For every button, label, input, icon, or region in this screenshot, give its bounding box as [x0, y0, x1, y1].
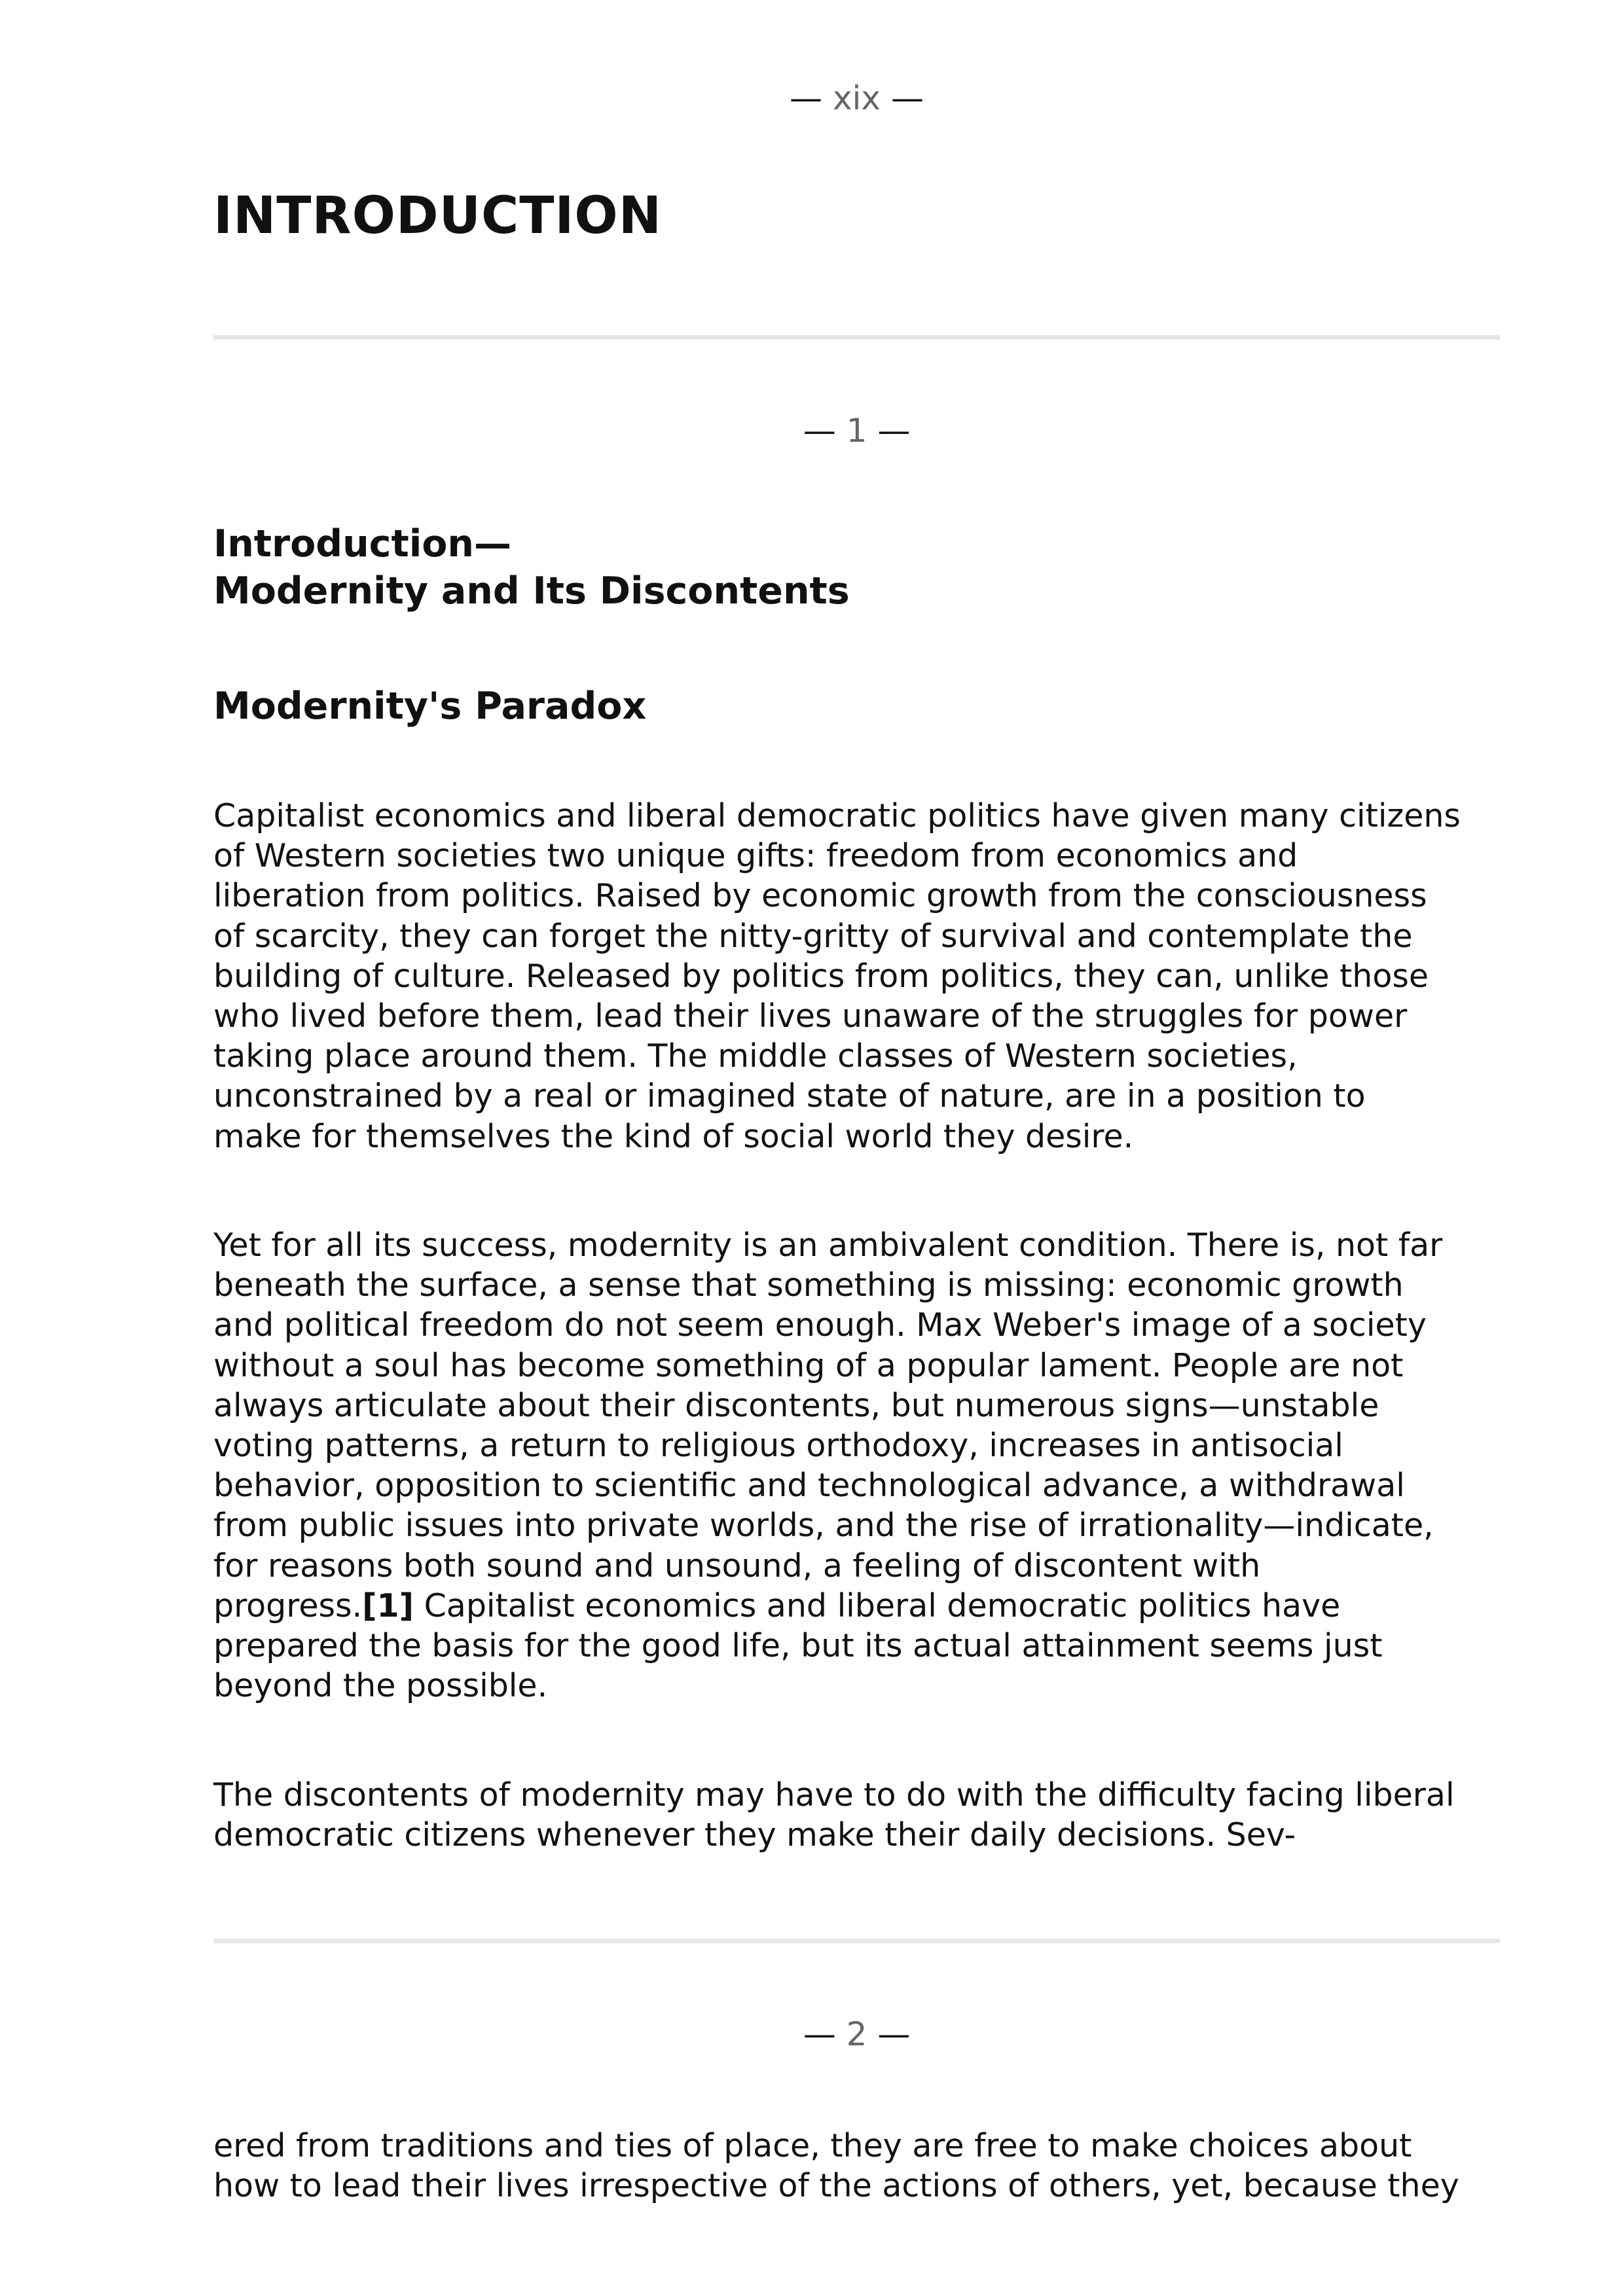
page-number-1: — 1 — [803, 412, 911, 450]
page-number-roman: — xix — [790, 79, 924, 117]
main-title: INTRODUCTION [213, 187, 663, 245]
chapter-title-line2: Modernity and Its Discontents [213, 569, 850, 613]
paragraph-2: Yet for all its success, modernity is an ambivalent condition. There is, not far beneath the surface, a sense that something is missing: economic growth and political freedom do not seem enough. Max Weber's image of a society without a soul has become something of a popular lament. People are not always articulate about their discontents, but numerous signs—unstable voting patterns, a return to religious orthodoxy, increases in antisocial behavior, opposition to scientific and technological advance, a withdrawal from public issues into private worlds, and the rise of irrationality—indicate, for reasons both sound and unsound, a feeling of discontent with progress.[1] Capitalist economics and liberal democratic politics have prepared the basis for the good life, but its actual attainment seems just beyond the possible. [213, 1227, 1443, 1705]
page-number-roman-value: xix [832, 79, 881, 117]
footnote-link-1[interactable]: [1] [362, 1587, 414, 1624]
section-title: Modernity's Paradox [213, 685, 647, 728]
paragraph-3: The discontents of modernity may have to do with the difficulty facing liberal democratic citizens whenever they make their daily decisions. Sev- [213, 1776, 1455, 1854]
page-divider [213, 1939, 1500, 1943]
paragraph-4: ered from traditions and ties of place, they are free to make choices about how to lead their lives irrespective of the actions of others, yet, because they [213, 2127, 1459, 2205]
chapter-title [213, 520, 850, 615]
page-number-2-value: 2 [846, 2015, 867, 2053]
page-number-1-value: 1 [846, 412, 867, 450]
page-divider [213, 335, 1500, 340]
paragraph-1: Capitalist economics and liberal democratic politics have given many citizens of Western societies two unique gifts: freedom from economics and liberation from politics. Raised by economic growth from the consciousness of scarcity, they can forget the nitty-gritty of survival and contemplate the building of culture. Released by politics from politics, they can, unlike those who lived before them, lead their lives unaware of the struggles for power taking place around them. The middle classes of Western societies, unconstrained by a real or imagined state of nature, are in a position to make for themselves the kind of social world they desire. [213, 797, 1461, 1155]
page-number-2: — 2 — [803, 2015, 911, 2053]
chapter-title-line1: Introduction— [213, 522, 511, 565]
